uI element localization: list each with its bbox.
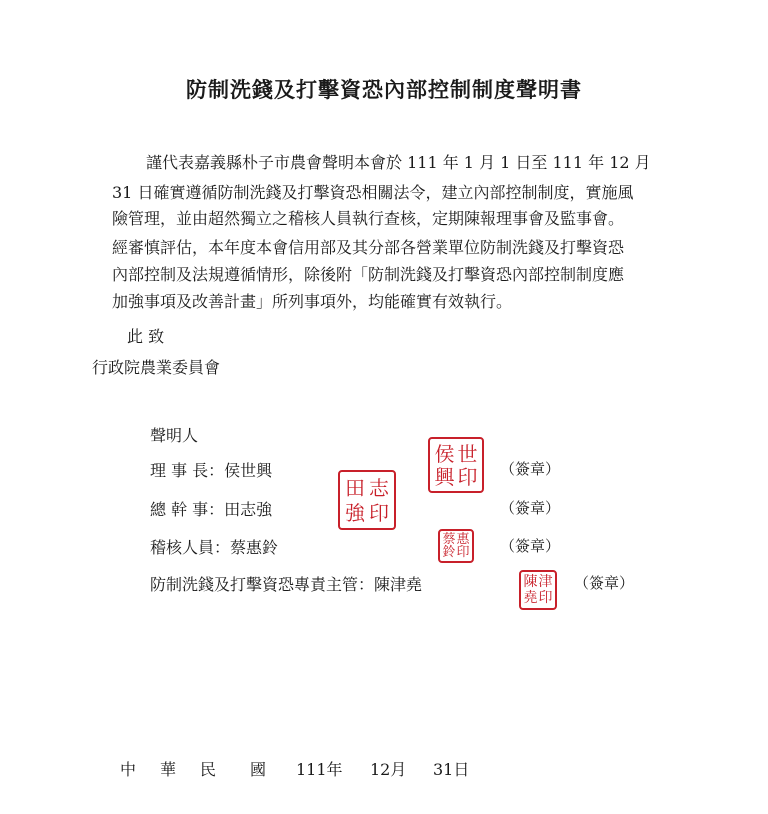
body-line-2: 31 日確實遵循防制洗錢及打擊資恐相關法令，建立內部控制制度，實施風 [112,183,634,202]
date-day: 31日 [433,760,470,779]
general-manager-seal-icon: 田 志 強 印 [338,470,396,530]
date-era-char-1: 中 [120,760,137,779]
signatory-auditor: 稽核人員：蔡惠鈴 [150,538,279,557]
signature-note-auditor: （簽章） [500,537,561,555]
date-year: 111年 [296,760,343,779]
body-line-3: 險管理，並由超然獨立之稽核人員執行查核，定期陳報理事會及監事會。 [112,209,625,228]
body-line-4: 經審慎評估，本年度本會信用部及其分部各營業單位防制洗錢及打擊資恐 [112,238,625,257]
body-line-1: 謹代表嘉義縣朴子市農會聲明本會於 111 年 1 月 1 日至 111 年 12 月 [146,153,651,172]
aml-officer-seal-icon: 陳 津 堯 印 [519,570,557,610]
signature-note-chairman: （簽章） [500,460,561,478]
declarant-label: 聲明人 [150,426,199,445]
date-era-char-4: 國 [250,760,267,779]
document-title: 防制洗錢及打擊資恐內部控制制度聲明書 [186,77,582,102]
signatory-aml-officer: 防制洗錢及打擊資恐專責主管：陳津堯 [150,575,423,594]
auditor-seal-icon: 蔡 惠 鈴 印 [438,529,474,563]
salutation: 此 致 [127,327,165,346]
date-month: 12月 [370,760,407,779]
signature-note-general-manager: （簽章） [500,499,561,517]
signatory-general-manager: 總 幹 事：田志強 [150,500,273,519]
chairman-seal-icon: 侯 世 興 印 [428,437,484,493]
date-era-char-2: 華 [160,760,177,779]
recipient: 行政院農業委員會 [92,358,221,377]
date-era-char-3: 民 [200,760,217,779]
body-line-5: 內部控制及法規遵循情形，除後附「防制洗錢及打擊資恐內部控制制度應 [112,265,625,284]
signature-note-aml-officer: （簽章） [574,574,635,592]
signatory-chairman: 理 事 長：侯世興 [150,461,273,480]
body-line-6: 加強事項及改善計畫」所列事項外，均能確實有效執行。 [112,292,513,311]
